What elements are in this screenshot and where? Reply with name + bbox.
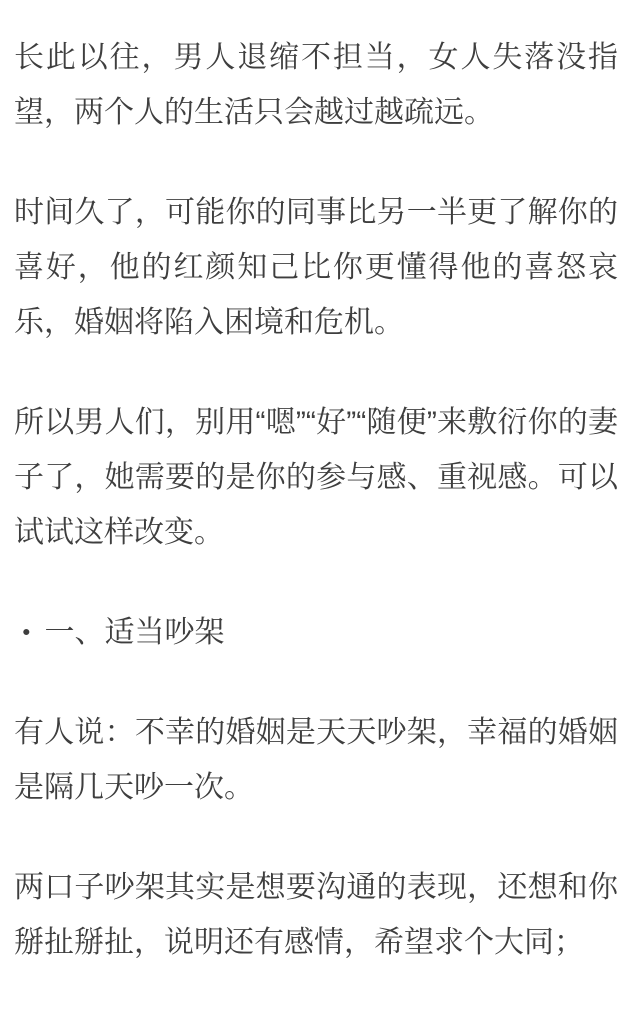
section-heading — [14, 605, 618, 660]
paragraph: 时间久了，可能你的同事比另一半更了解你的喜好，他的红颜知己比你更懂得他的喜怒哀乐，婚姻将陷入困境和危机。 — [14, 196, 618, 339]
section-heading-label: 一、适当吵架 — [44, 616, 225, 649]
bullet-icon: • — [22, 620, 31, 645]
paragraph: 有人说：不幸的婚姻是天天吵架，幸福的婚姻是隔几天吵一次。 — [14, 716, 618, 804]
paragraph: 所以男人们，别用“嗯”“好”“随便”来敷衍你的妻子了，她需要的是你的参与感、重视感。可以试试这样改变。 — [14, 406, 618, 549]
paragraph: 两口子吵架其实是想要沟通的表现，还想和你掰扯掰扯，说明还有感情，希望求个大同； — [14, 871, 618, 959]
paragraph: 长此以往，男人退缩不担当，女人失落没指望，两个人的生活只会越过越疏远。 — [14, 41, 618, 129]
